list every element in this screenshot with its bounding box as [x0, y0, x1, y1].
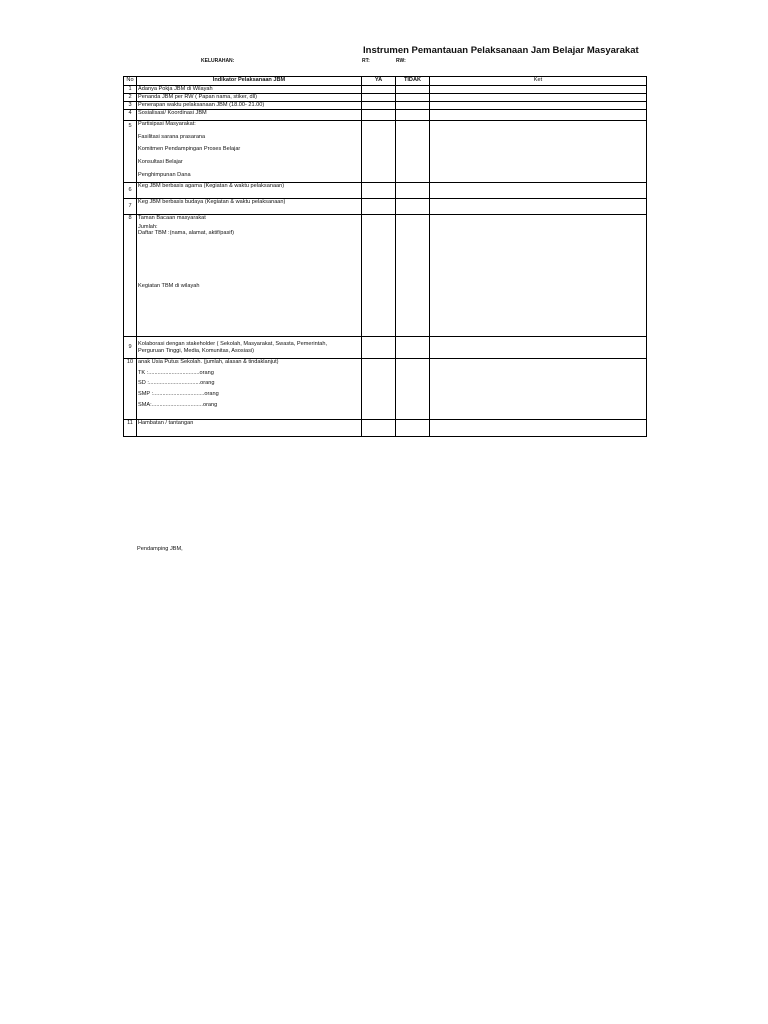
- page-title: Instrumen Pemantauan Pelaksanaan Jam Belajar Masyarakat: [363, 45, 639, 56]
- kelurahan-label: KELURAHAN:: [201, 58, 235, 64]
- ya-cell[interactable]: [362, 102, 396, 110]
- indicator-text: Hambatan / tantangan: [138, 420, 194, 426]
- indicator-cell: [137, 215, 362, 337]
- tidak-cell[interactable]: [396, 121, 430, 183]
- ket-cell[interactable]: [430, 199, 647, 215]
- row-number: 3: [124, 102, 137, 110]
- col-header-ket: Ket: [430, 77, 647, 86]
- indicator-text: Penanda JBM per RW ( Papan nama, stiker, dll): [138, 94, 257, 100]
- monitoring-table: [123, 76, 647, 437]
- row-number: 11: [124, 420, 137, 437]
- ya-cell[interactable]: [362, 86, 396, 94]
- tidak-cell[interactable]: [396, 86, 430, 94]
- indicator-cell: [137, 183, 362, 199]
- ya-cell[interactable]: [362, 337, 396, 359]
- tidak-cell[interactable]: [396, 183, 430, 199]
- tidak-cell[interactable]: [396, 337, 430, 359]
- table-row: [124, 359, 647, 420]
- indicator-subitem: TK :.................................orang: [138, 369, 214, 376]
- indicator-subitem: Kegiatan TBM di wilayah: [138, 283, 200, 290]
- table-row: [124, 94, 647, 102]
- indicator-subitem: Komitmen Pendampingan Proses Belajar: [138, 146, 241, 153]
- indicator-cell: [137, 86, 362, 94]
- indicator-text: Perguruan Tinggi, Media, Komunitas, Asosiasi): [138, 347, 254, 354]
- ya-cell[interactable]: [362, 121, 396, 183]
- ya-cell[interactable]: [362, 183, 396, 199]
- ket-cell[interactable]: [430, 359, 647, 420]
- indicator-text: Penerapan waktu pelaksanaan JBM (18.00- 21.00): [138, 102, 265, 108]
- indicator-text: Keg JBM berbasis budaya (Kegiatan & waktu pelaksanaan): [138, 199, 286, 205]
- indicator-cell: [137, 337, 362, 359]
- tidak-cell[interactable]: [396, 420, 430, 437]
- ket-cell[interactable]: [430, 102, 647, 110]
- ya-cell[interactable]: [362, 420, 396, 437]
- indicator-text: Kolaborasi dengan stakeholder ( Sekolah, Masyarakat, Swasta, Pemerintah,: [138, 340, 328, 347]
- col-header-tidak: TIDAK: [396, 77, 430, 86]
- ya-cell[interactable]: [362, 215, 396, 337]
- indicator-subitem: Daftar TBM :(nama, alamat, aktif/pasif): [138, 230, 234, 237]
- indicator-text: Adanya Pokja JBM di Wilayah: [138, 86, 213, 92]
- indicator-subitem: Konsultasi Belajar: [138, 159, 183, 166]
- ket-cell[interactable]: [430, 420, 647, 437]
- ket-cell[interactable]: [430, 86, 647, 94]
- ket-cell[interactable]: [430, 215, 647, 337]
- indicator-cell: [137, 110, 362, 121]
- tidak-cell[interactable]: [396, 199, 430, 215]
- col-header-ya: YA: [362, 77, 396, 86]
- table-header-row: [124, 77, 647, 86]
- row-number: 1: [124, 86, 137, 94]
- ya-cell[interactable]: [362, 359, 396, 420]
- indicator-text: Taman Bacaan masyarakat: [138, 215, 206, 221]
- table-row: [124, 86, 647, 94]
- indicator-subitem: Jumlah:: [138, 223, 158, 230]
- tidak-cell[interactable]: [396, 215, 430, 337]
- indicator-cell: [137, 359, 362, 420]
- ket-cell[interactable]: [430, 121, 647, 183]
- rt-label: RT:: [362, 58, 370, 64]
- tidak-cell[interactable]: [396, 94, 430, 102]
- indicator-text: Partisipasi Masyarakat:: [138, 121, 196, 127]
- tidak-cell[interactable]: [396, 102, 430, 110]
- indicator-subitem: SMA:.................................orang: [138, 401, 218, 408]
- row-number: 6: [124, 183, 137, 199]
- ya-cell[interactable]: [362, 110, 396, 121]
- table-row: [124, 121, 647, 183]
- indicator-cell: [137, 121, 362, 183]
- tidak-cell[interactable]: [396, 359, 430, 420]
- indicator-cell: [137, 199, 362, 215]
- table-row: [124, 183, 647, 199]
- indicator-cell: [137, 102, 362, 110]
- indicator-cell: [137, 420, 362, 437]
- indicator-cell: [137, 94, 362, 102]
- indicator-subitem: Penghimpunan Dana: [138, 171, 191, 178]
- row-number: 8: [124, 215, 137, 337]
- ket-cell[interactable]: [430, 94, 647, 102]
- row-number: 7: [124, 199, 137, 215]
- indicator-text: anak Usia Putus Sekolah. (jumlah, alasan & tindaklanjut): [138, 359, 279, 365]
- row-number: 4: [124, 110, 137, 121]
- indicator-text: Keg JBM berbasis agama (Kegiatan & waktu pelaksanaan): [138, 183, 285, 189]
- indicator-subitem: SD :.................................orang: [138, 380, 215, 387]
- ya-cell[interactable]: [362, 199, 396, 215]
- table-row: [124, 215, 647, 337]
- row-number: 5: [124, 121, 137, 183]
- indicator-subitem: Fasilitasi sarana prasarana: [138, 133, 206, 140]
- indicator-subitem: SMP :.................................orang: [138, 391, 219, 398]
- table-row: [124, 110, 647, 121]
- col-header-indikator: Indikator Pelaksanaan JBM: [137, 77, 362, 86]
- table-row: [124, 102, 647, 110]
- table-row: [124, 199, 647, 215]
- rw-label: RW:: [396, 58, 406, 64]
- row-number: 9: [124, 337, 137, 359]
- row-number: 10: [124, 359, 137, 420]
- table-row: [124, 337, 647, 359]
- signature-label: Pendamping JBM,: [137, 546, 183, 552]
- row-number: 2: [124, 94, 137, 102]
- col-header-no: No: [124, 77, 137, 86]
- ket-cell[interactable]: [430, 110, 647, 121]
- ket-cell[interactable]: [430, 337, 647, 359]
- tidak-cell[interactable]: [396, 110, 430, 121]
- table-row: [124, 420, 647, 437]
- indicator-text: Sosialisasi/ Koordinasi JBM: [138, 110, 207, 116]
- ya-cell[interactable]: [362, 94, 396, 102]
- ket-cell[interactable]: [430, 183, 647, 199]
